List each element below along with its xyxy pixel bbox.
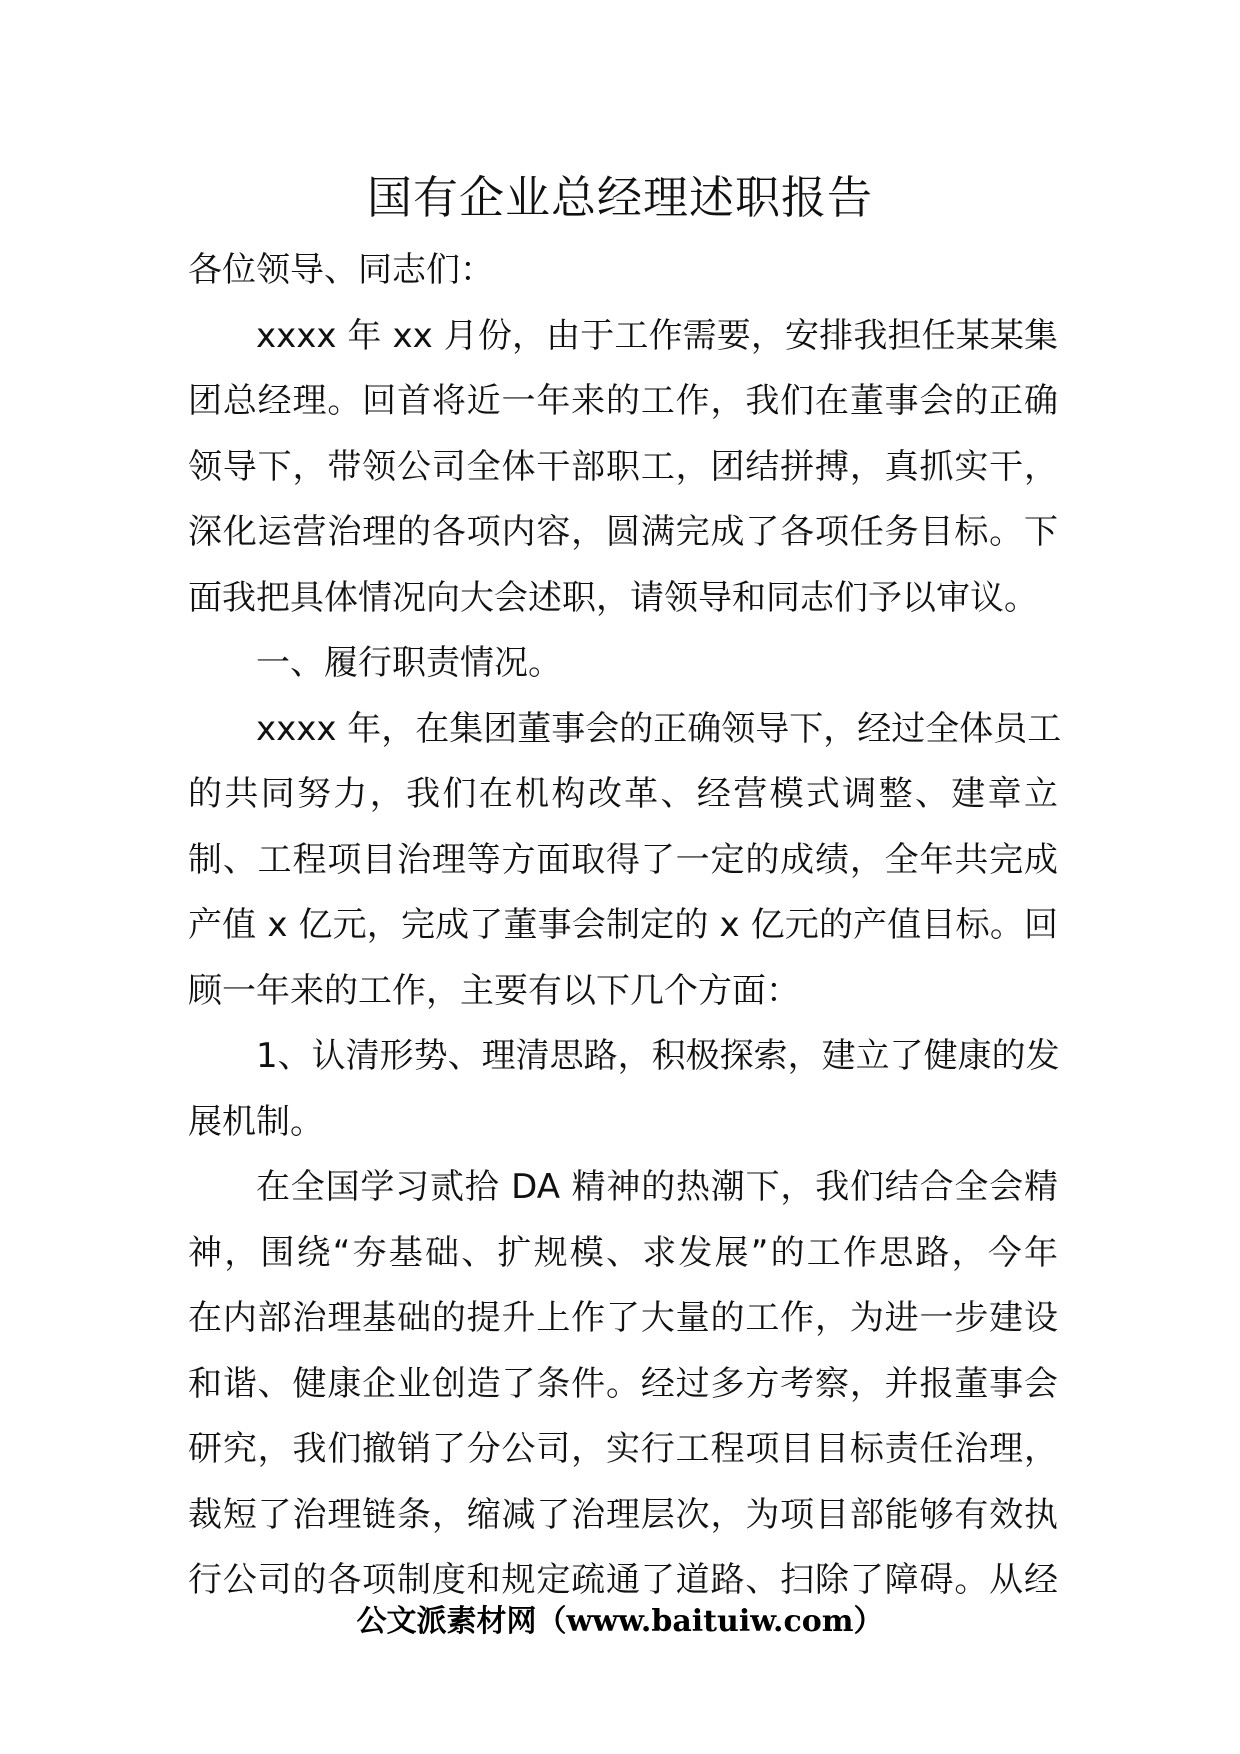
paragraph-line: 深化运营治理的各项内容，圆满完成了各项任务目标。下 xyxy=(188,512,1058,552)
paragraph-line: xxxx 年，在集团董事会的正确领导下，经过全体员工 xyxy=(256,708,1062,749)
paragraph-line: 顾一年来的工作，主要有以下几个方面： xyxy=(188,970,800,1011)
paragraph-line: 裁短了治理链条，缩减了治理层次，为项目部能够有效执 xyxy=(188,1494,1058,1535)
paragraph-line: 研究，我们撤销了分公司，实行工程项目目标责任治理， xyxy=(188,1429,1058,1469)
paragraph-line: 团总经理。回首将近一年来的工作，我们在董事会的正确 xyxy=(188,381,1058,421)
paragraph-line: 制、工程项目治理等方面取得了一定的成绩，全年共完成 xyxy=(188,839,1058,880)
paragraph-line: 神，围绕“夯基础、扩规模、求发展”的工作思路，今年 xyxy=(188,1232,1058,1273)
document-body xyxy=(188,238,1062,1614)
subsection-heading: 展机制。 xyxy=(188,1101,324,1142)
footer-watermark: 公文派素材网（www.baituiw.com） xyxy=(356,1604,884,1639)
salutation-line: 各位领导、同志们： xyxy=(188,250,494,290)
paragraph-line: 领导下，带领公司全体干部职工，团结拼搏，真抓实干， xyxy=(188,446,1058,487)
paragraph-line: 在内部治理基础的提升上作了大量的工作，为进一步建设 xyxy=(188,1298,1058,1338)
document-title: 国有企业总经理述职报告 xyxy=(366,171,873,224)
subsection-heading: 1、认清形势、理清思路，积极探索，建立了健康的发 xyxy=(256,1036,1060,1076)
paragraph-line: 在全国学习贰拾 DA 精神的热潮下，我们结合全会精 xyxy=(256,1167,1058,1207)
paragraph-line: xxxx 年 xx 月份，由于工作需要，安排我担任某某集 xyxy=(256,315,1058,356)
paragraph-line: 和谐、健康企业创造了条件。经过多方考察，并报董事会 xyxy=(188,1363,1058,1404)
paragraph-line: 的共同努力，我们在机构改革、经营模式调整、建章立 xyxy=(188,774,1058,814)
paragraph-line: 行公司的各项制度和规定疏通了道路、扫除了障碍。从经 xyxy=(188,1560,1058,1600)
paragraph-line: 产值 x 亿元，完成了董事会制定的 x 亿元的产值目标。回 xyxy=(188,905,1058,945)
section-heading: 一、履行职责情况。 xyxy=(256,643,562,683)
paragraph-line: 面我把具体情况向大会述职，请领导和同志们予以审议。 xyxy=(188,577,1038,618)
